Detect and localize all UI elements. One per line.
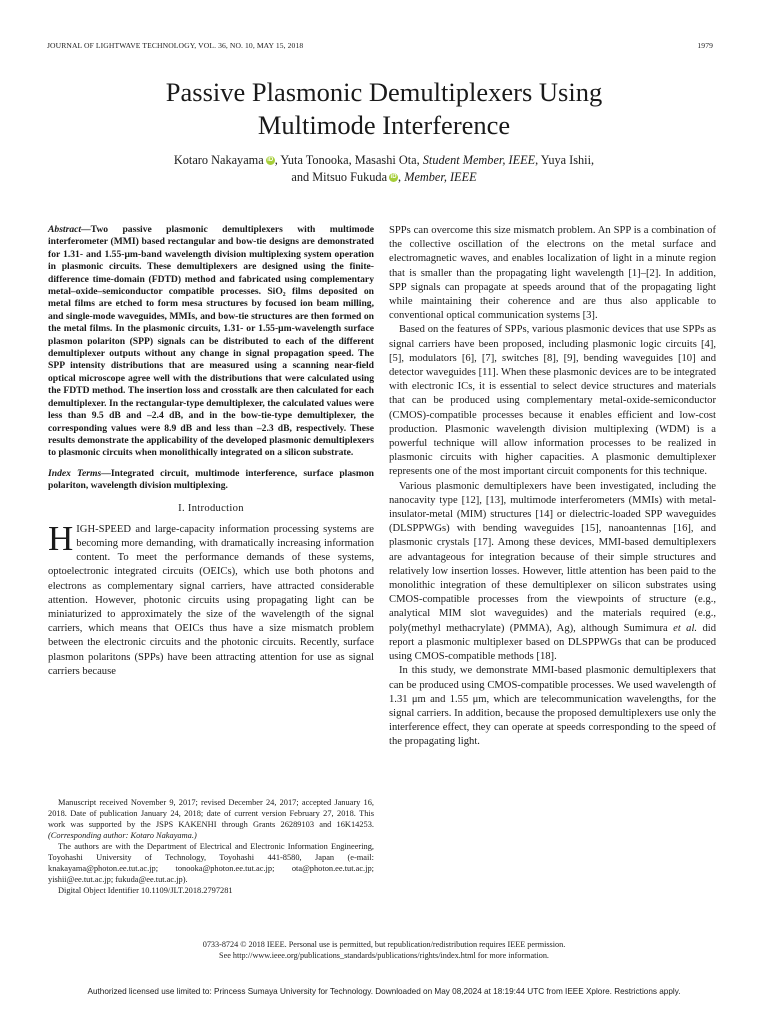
title-line-1: Passive Plasmonic Demultiplexers Using xyxy=(165,77,603,107)
body-paragraph: SPPs can overcome this size mismatch problem. An SPP is a combination of the collective oscillation of the electrons on the metal surface and electromagnetic waves, and enables localization of light in a minute region that is smaller than the propagating light wavelength [1]–[2]. In addition, SPP signals can propagate at speeds around that of the propagating light while maintaining their coherence and are thus also applicable to conventional optical communication systems [3]. xyxy=(389,225,716,322)
drop-cap: H xyxy=(48,518,74,558)
title-line-2: Multimode Interference xyxy=(257,110,511,140)
footnote xyxy=(48,797,374,896)
running-head xyxy=(47,41,713,50)
index-terms-label: Index Terms xyxy=(48,467,102,479)
author-fukuda: and Mitsuo Fukuda xyxy=(291,170,388,184)
index-terms xyxy=(48,468,374,493)
copyright-line-1: 0733-8724 © 2018 IEEE. Personal use is permitted, but republication/redistribution requires IEEE permission. xyxy=(202,940,566,949)
author-tonooka-ota: , Yuta Tonooka, Masashi Ota, xyxy=(274,153,423,167)
intro-paragraph xyxy=(48,518,374,679)
author-role-member: Member, IEEE xyxy=(404,170,477,184)
doi-note: Digital Object Identifier 10.1109/JLT.2018.2797281 xyxy=(58,886,233,895)
author-nakayama: Kotaro Nakayama xyxy=(173,153,264,167)
section-heading: I. Introduction xyxy=(178,502,244,514)
abstract-label: Abstract xyxy=(48,224,82,235)
body-paragraph: In this study, we demonstrate MMI-based plasmonic demultiplexers that can be produced using CMOS-compatible processes. We used wavelength of 1.31 μm and 1.55 μm, which are telecommunication wavelengths, for the signal carriers. In addition, because the proposed demultiplexers use only the interference effect, they can operate at speeds corresponding to the speed of the propagating light. xyxy=(389,665,716,748)
license-footer: Authorized licensed use limited to: Princess Sumaya University for Technology. Downloaded on May 08,2024 at 18:19:44 UTC from IEEE Xplore. Restrictions apply. xyxy=(87,987,681,996)
author-ishii: , Yuya Ishii, xyxy=(535,153,595,167)
manuscript-dates: Manuscript received November 9, 2017; revised December 24, 2017; accepted January 16, 2018. Date of publication January 24, 2018; date of current version February 27, 2018. This work was supported by the JSPS KAKENHI through Grants 26289103 and 16K14253. xyxy=(48,798,374,829)
author-role-student: Student Member, IEEE xyxy=(422,153,536,167)
corresponding-author: (Corresponding author: Kotaro Nakayama.) xyxy=(48,831,197,840)
left-column xyxy=(48,224,374,679)
intro-text: and large-capacity information processing systems are becoming more demanding, with dramatically increasing information content. To meet the performance demands of these systems, optoelectronic integrated circuits (OEICs), which use both photons and electrons as complementary signal carriers, have attracted considerable attention. However, photonic circuits using propagating light can be miniaturized to approximately the size of the wavelength of the signal carriers, which means that OEICs thus have a size mismatch problem between the electronic circuits and the photonic circuits. Recently, surface plasmon polaritons (SPPs) have been attracting attention for use as signal carriers because xyxy=(48,523,374,677)
body-paragraph: Based on the features of SPPs, various plasmonic devices that use SPPs as signal carriers have been proposed, including plasmonic logic circuits [4], [5], modulators [6], [7], switches [8], [9], bending waveguides [10] and detector waveguides [11]. When these plasmonic devices are to be integrated with electronic ICs, it is essential to select device structures and materials that can be produced using complementary metal-oxide-semiconductor (CMOS)-compatible processes because it enables efficient and low-cost production. Plasmonic wavelength division multiplexing (WDM) is a powerful technique will allow information processes to be realized in plasmonic circuits with higher capacities. A plasmonic demultiplexer represents one of the most important circuit components for this technique. xyxy=(389,324,716,478)
orcid-icon[interactable]: iD xyxy=(390,174,397,180)
affiliation-note: The authors are with the Department of Electrical and Electronic Information Engineering, Toyohashi University of Technology, Toyohashi 441-8580, Japan (e-mail: knakayama@photon.ee.tut.ac.jp; tonooka@photon.ee.tut.ac.jp; ota@photon.ee.tut.ac.jp; yishii@ee.tut.ac.jp; fukuda@ee.tut.ac.jp). xyxy=(48,842,374,884)
right-column xyxy=(389,224,716,750)
journal-header: JOURNAL OF LIGHTWAVE TECHNOLOGY, VOL. 36, NO. 10, MAY 15, 2018 xyxy=(47,41,304,50)
paper-title xyxy=(40,76,728,142)
abstract xyxy=(48,224,374,460)
abstract-text: —Two passive plasmonic demultiplexers with multimode interferometer (MMI) based rectangular and bow-tie designs are demonstrated for 1.31- and 1.55-μm-band wavelength division multiplexing system operation in plasmonic circuits. These demultiplexers are designed using the finite-difference time-domain (FDTD) method and fabricated using complementary metal–oxide–semiconductor compatible processes. SiO₂ films deposited on metal films are etched to form mesa structures by focused ion beam milling, and single-mode waveguides, MMIs, and bow-tie structures are then formed on the metal films. In the plasmonic circuits, 1.31- or 1.55-μm-wavelength surface plasmon polariton (SPP) signals can be distributed to each of the different demultiplexer outputs without any change in signal propagation speed. The SPP intensity distributions that are measured using a scanning near-field optical microscope agree well with the distributions that were calculated using the FDTD method. The insertion loss and crosstalk are then calculated for each demultiplexer. In the rectangular-type demultiplexer, the calculated values were less than 9.5 dB and –2.4 dB, and in the bow-tie-type demultiplexer, the corresponding values were 8.9 dB and less than –2.3 dB, respectively. These results demonstrate the applicability of the developed plasmonic demultiplexers to plasmonic circuits when monolithically integrated on a silicon substrate. xyxy=(48,224,374,459)
body-text: Various plasmonic demultiplexers have been investigated, including the nanocavity type [12], [13], multimode interferometers (MMIs) with metal-insulator-metal (MIM) structures [14] or dielectric-loaded SPP waveguides (DLSPPWGs) with bending waveguides [15], nanoantennas [16], and plasmonic crystals [17]. Among these devices, MMI-based demultiplexers are advantageous for integration because of their simple structures and relatively low insertion losses. However, little attention has been paid to the monolithic integration of these demultiplexer on silicon substrates using CMOS-compatible processes from the viewpoints of structure (e.g., analytical MIM slot waveguides) and the materials required (e.g., poly(methyl methacrylate) (PMMA), Ag), although Sumimura xyxy=(389,480,716,634)
author-list: Kotaro Nakayama iD , Yuta Tonooka, Masashi Ota, Student Member, IEEE, Yuya Ishii, and Mitsuo Fukuda iD , Member, IEEE xyxy=(173,153,595,184)
body-emphasis: et al. xyxy=(673,622,698,634)
page-number: 1979 xyxy=(697,41,713,50)
index-terms-text: —Integrated circuit, multimode interference, surface plasmon polariton, wavelength division multiplexing. xyxy=(48,467,374,492)
body-text: did report a plasmonic multiplexer based on DLSPPWGs that can be produced using CMOS-compatible methods [18]. xyxy=(389,622,716,663)
intro-lead: IGH-SPEED xyxy=(76,523,132,535)
body-paragraph xyxy=(389,480,716,665)
copyright-line-2: See http://www.ieee.org/publications_standards/publications/rights/index.html for more information. xyxy=(219,951,549,960)
copyright-notice xyxy=(40,939,728,961)
manuscript-note xyxy=(48,797,374,841)
orcid-icon[interactable]: iD xyxy=(267,157,274,163)
